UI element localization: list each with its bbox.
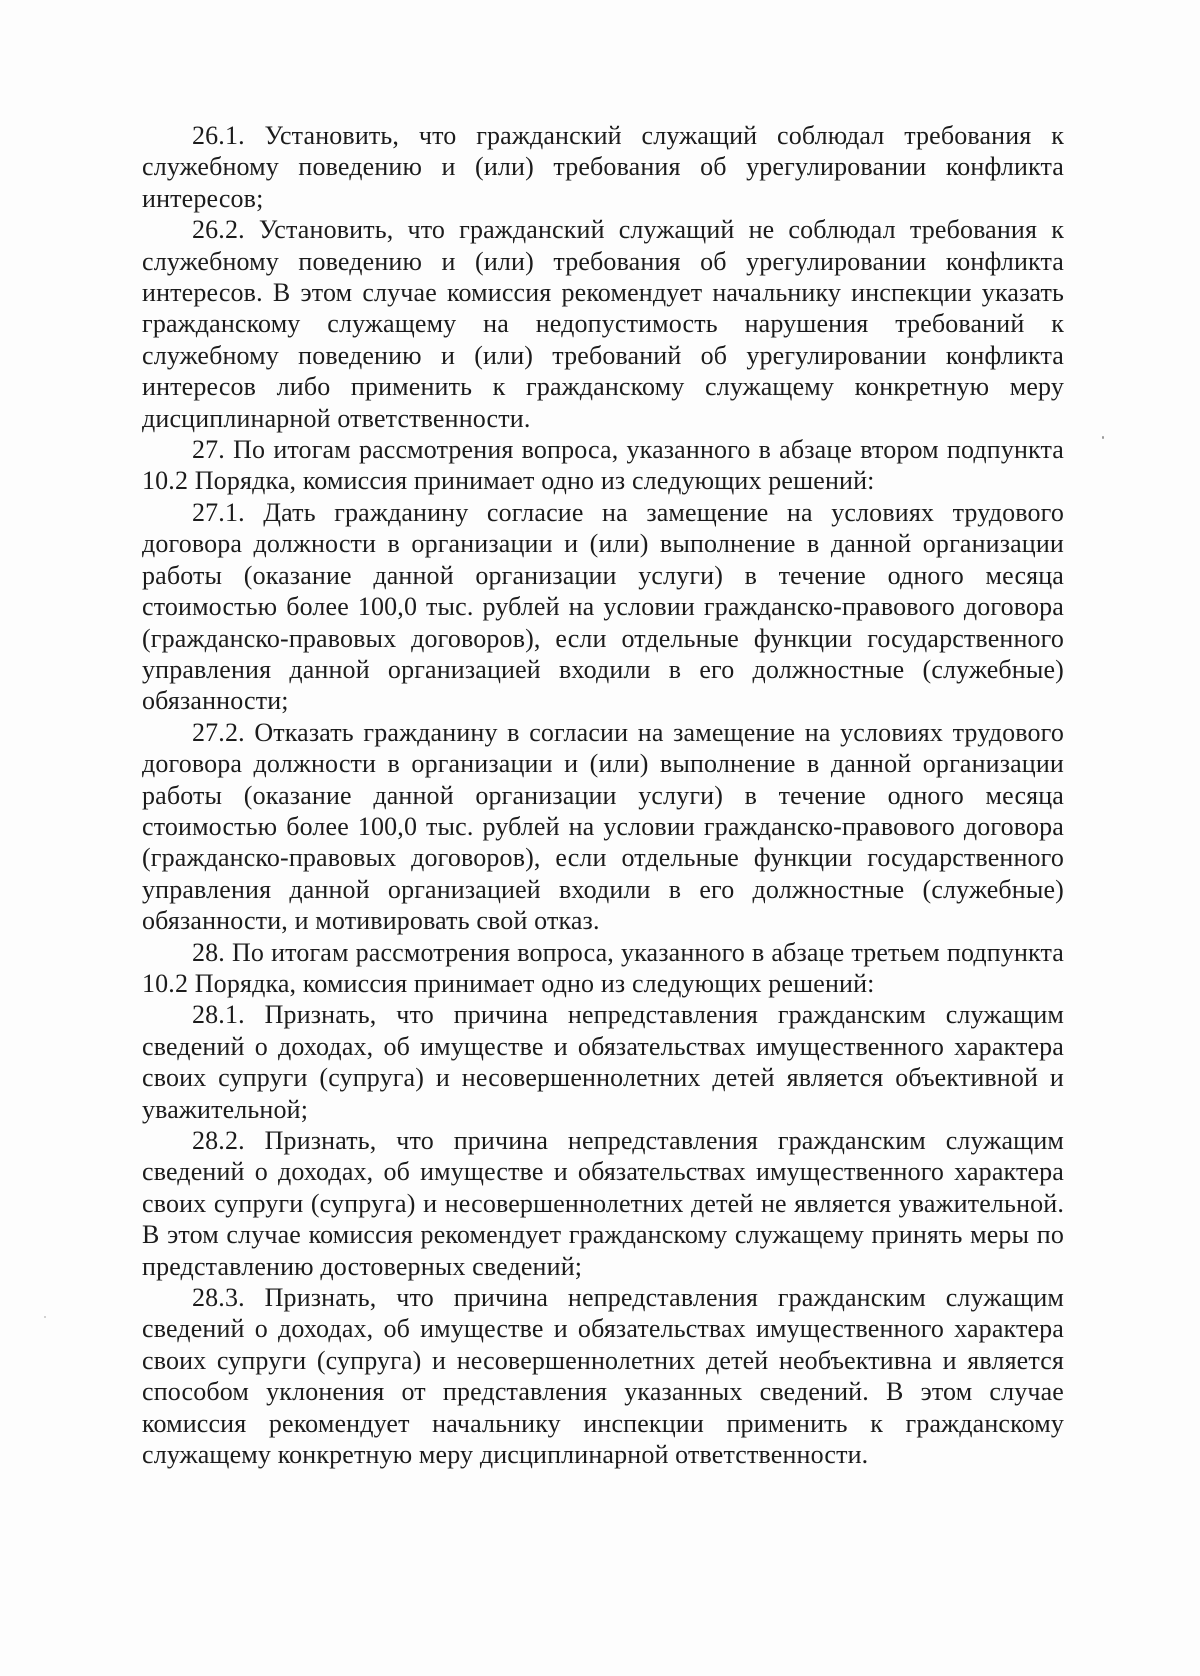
paragraph-28-2: 28.2. Признать, что причина непредставления гражданским служащим сведений о доходах, об имуществе и обязательствах имущественного характера своих супруги (супруга) и несовершеннолетних детей не является уважительной. В этом случае комиссия рекомендует гражданскому служащему принять меры по представлению достоверных сведений;: [142, 1126, 1064, 1281]
paragraph-26-1: 26.1. Установить, что гражданский служащий соблюдал требования к служебному поведению и (или) требования об урегулировании конфликта интересов;: [142, 121, 1064, 213]
paragraph-28: 28. По итогам рассмотрения вопроса, указанного в абзаце третьем подпункта 10.2 Порядка, комиссия принимает одно из следующих решений:: [142, 937, 1064, 998]
paragraph-26-2: 26.2. Установить, что гражданский служащий не соблюдал требования к служебному поведению и (или) требования об урегулировании конфликта интересов. В этом случае комиссия рекомендует начальнику инспекции указать гражданскому служащему на недопустимость нарушения требований к служебному поведению и (или) требований об урегулировании конфликта интересов либо применить к гражданскому служащему конкретную меру дисциплинарной ответственности.: [142, 215, 1064, 433]
paragraph-27-1: 27.1. Дать гражданину согласие на замещение на условиях трудового договора должности в организации и (или) выполнение в данной организации работы (оказание данной организации услуги) в течение одного месяца стоимостью более 100,0 тыс. рублей на условии гражданско-правового договора (гражданско-правовых договоров), если отдельные функции государственного управления данной организацией входили в его должностные (служебные) обязанности;: [142, 497, 1064, 716]
document-body: [142, 120, 1064, 1470]
scan-speck: [1102, 436, 1104, 439]
paragraph-27: 27. По итогам рассмотрения вопроса, указанного в абзаце втором подпункта 10.2 Порядка, комиссия принимает одно из следующих решений:: [142, 435, 1064, 496]
paragraph-28-1: 28.1. Признать, что причина непредставления гражданским служащим сведений о доходах, об имуществе и обязательствах имущественного характера своих супруги (супруга) и несовершеннолетних детей является объективной и уважительной;: [142, 1000, 1064, 1124]
scan-speck: [44, 1316, 46, 1318]
paragraph-28-3: 28.3. Признать, что причина непредставления гражданским служащим сведений о доходах, об имуществе и обязательствах имущественного характера своих супруги (супруга) и несовершеннолетних детей необъективна и является способом уклонения от представления указанных сведений. В этом случае комиссия рекомендует начальнику инспекции применить к гражданскому служащему конкретную меру дисциплинарной ответственности.: [142, 1283, 1064, 1470]
paragraph-27-2: 27.2. Отказать гражданину в согласии на замещение на условиях трудового договора должности в организации и (или) выполнение в данной организации работы (оказание данной организации услуги) в течение одного месяца стоимостью более 100,0 тыс. рублей на условии гражданско-правового договора (гражданско-правовых договоров), если отдельные функции государственного управления данной организацией входили в его должностные (служебные) обязанности, и мотивировать свой отказ.: [142, 717, 1064, 936]
